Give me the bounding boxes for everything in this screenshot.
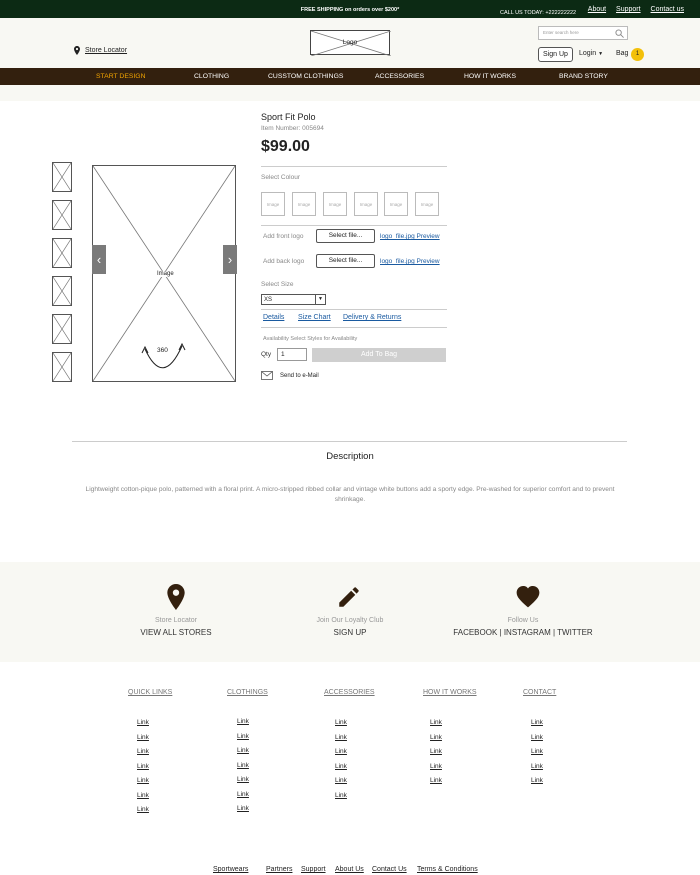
heart-icon bbox=[515, 584, 541, 608]
select-front-logo-file-button[interactable]: Select file... bbox=[316, 229, 375, 243]
search-input[interactable] bbox=[538, 26, 628, 40]
mail-icon[interactable] bbox=[261, 371, 273, 380]
store-locator-link[interactable] bbox=[74, 46, 127, 55]
thumbnail-image[interactable] bbox=[52, 162, 72, 192]
map-pin-icon bbox=[74, 46, 80, 55]
promo-band bbox=[0, 562, 700, 662]
footer-link[interactable]: Link bbox=[335, 763, 347, 770]
promo-title: FACEBOOK | INSTAGRAM | TWITTER bbox=[453, 628, 593, 637]
support-link[interactable]: Support bbox=[616, 6, 641, 13]
promo-subtitle: Follow Us bbox=[507, 617, 539, 624]
footer-link[interactable]: Link bbox=[531, 719, 543, 726]
colour-swatch[interactable]: Image bbox=[261, 192, 285, 216]
footer-link[interactable]: Link bbox=[237, 805, 249, 812]
free-shipping-text: FREE SHIPPING on orders over $200* bbox=[300, 7, 400, 13]
pencil-icon bbox=[336, 584, 362, 610]
promo-subtitle: Join Our Loyalty Club bbox=[316, 617, 384, 624]
footer-link[interactable]: Link bbox=[531, 748, 543, 755]
footer-bottom-contact-us[interactable]: Contact Us bbox=[372, 866, 407, 873]
promo-title: VIEW ALL STORES bbox=[140, 628, 212, 637]
divider bbox=[261, 309, 447, 310]
logo[interactable] bbox=[310, 30, 390, 55]
select-colour-label: Select Colour bbox=[261, 174, 301, 181]
back-logo-preview-link[interactable]: logo_file.jpg Preview bbox=[380, 258, 440, 265]
footer-link[interactable]: Link bbox=[430, 777, 442, 784]
footer-link[interactable]: Link bbox=[237, 747, 249, 754]
about-link[interactable]: About bbox=[587, 6, 607, 13]
thumbnail-image[interactable] bbox=[52, 314, 72, 344]
nav-how-it-works[interactable]: HOW IT WORKS bbox=[464, 73, 516, 80]
map-pin-icon bbox=[166, 584, 186, 610]
tab-details[interactable]: Details bbox=[263, 314, 285, 321]
description-title: Description bbox=[326, 451, 374, 462]
nav-brand-story[interactable]: BRAND STORY bbox=[559, 73, 608, 80]
footer-link[interactable]: Link bbox=[430, 763, 442, 770]
tab-delivery-returns[interactable]: Delivery & Returns bbox=[343, 314, 402, 321]
select-size-label: Select Size bbox=[261, 281, 294, 288]
footer-link[interactable]: Link bbox=[137, 763, 149, 770]
store-locator-promo[interactable] bbox=[76, 562, 276, 662]
footer-link[interactable]: Link bbox=[335, 792, 347, 799]
footer-heading-how-it-works[interactable]: HOW IT WORKS bbox=[423, 689, 477, 696]
login-label: Login bbox=[579, 50, 597, 57]
nav-custom-clothings[interactable]: CUSSTOM CLOTHINGS bbox=[268, 73, 344, 80]
footer-link[interactable]: Link bbox=[531, 734, 543, 741]
nav-spacer-strip bbox=[0, 85, 700, 101]
footer-bottom-support[interactable]: Support bbox=[301, 866, 326, 873]
thumbnail-image[interactable] bbox=[52, 352, 72, 382]
footer-link[interactable]: Link bbox=[430, 748, 442, 755]
main-navigation bbox=[0, 68, 700, 85]
footer-link[interactable]: Link bbox=[335, 748, 347, 755]
footer-link[interactable]: Link bbox=[137, 719, 149, 726]
login-dropdown[interactable] bbox=[579, 50, 603, 57]
footer-link[interactable]: Link bbox=[430, 734, 442, 741]
colour-swatch[interactable]: Image bbox=[384, 192, 408, 216]
colour-swatch[interactable]: Image bbox=[323, 192, 347, 216]
footer-heading-accessories[interactable]: ACCESSORIES bbox=[324, 689, 375, 696]
footer-link[interactable]: Link bbox=[237, 776, 249, 783]
site-header bbox=[0, 18, 700, 68]
size-value: XS bbox=[264, 297, 273, 303]
divider bbox=[261, 225, 447, 226]
divider bbox=[72, 441, 627, 442]
sign-up-button[interactable]: Sign Up bbox=[538, 47, 573, 62]
footer-link[interactable]: Link bbox=[531, 777, 543, 784]
footer-link[interactable]: Link bbox=[237, 733, 249, 740]
footer-bottom-terms[interactable]: Terms & Conditions bbox=[417, 866, 478, 873]
search-placeholder: Enter search here bbox=[543, 30, 579, 35]
nav-clothing[interactable]: CLOTHING bbox=[194, 73, 230, 80]
logo-text: Logo bbox=[342, 39, 358, 46]
footer-link[interactable]: Link bbox=[137, 734, 149, 741]
footer-heading-quick-links[interactable]: QUICK LINKS bbox=[128, 689, 173, 696]
front-logo-preview-link[interactable]: logo_file.jpg Preview bbox=[380, 233, 440, 240]
footer-bottom-sportwears[interactable]: Sportwears bbox=[213, 866, 249, 873]
divider bbox=[261, 327, 447, 328]
footer-heading-clothings[interactable]: CLOTHINGS bbox=[227, 689, 268, 696]
chevron-right-icon[interactable]: › bbox=[223, 245, 237, 274]
nav-start-design[interactable]: START DESIGN bbox=[96, 73, 146, 80]
colour-swatch[interactable]: Image bbox=[292, 192, 316, 216]
chevron-down-icon: ▼ bbox=[598, 51, 604, 57]
footer-link[interactable]: Link bbox=[430, 719, 442, 726]
product-name: Sport Fit Polo bbox=[261, 112, 316, 122]
item-number: Item Number: 005694 bbox=[261, 125, 324, 132]
footer-heading-contact[interactable]: CONTACT bbox=[523, 689, 557, 696]
footer-bottom-about-us[interactable]: About Us bbox=[335, 866, 364, 873]
add-back-logo-label: Add back logo bbox=[263, 258, 305, 265]
add-to-bag-button[interactable]: Add To Bag bbox=[312, 348, 446, 362]
availability-text: Availability Select Styles for Availability bbox=[263, 336, 358, 342]
footer-link[interactable]: Link bbox=[137, 748, 149, 755]
call-us-text: CALL US TODAY: +222222222 bbox=[500, 10, 577, 16]
promo-subtitle: Store Locator bbox=[154, 617, 198, 624]
footer-bottom-partners[interactable]: Partners bbox=[266, 866, 293, 873]
chevron-down-icon: ▼ bbox=[315, 295, 325, 304]
add-front-logo-label: Add front logo bbox=[263, 233, 304, 240]
thumbnail-image[interactable] bbox=[52, 200, 72, 230]
description-text: Lightweight cotton-pique polo, patterned with a floral print. A micro-stripped ribbed collar and vintage white buttons add a sporty edge. Pre-washed for superior comfort and to prevent shrinkage. bbox=[85, 486, 615, 503]
footer-link[interactable]: Link bbox=[137, 777, 149, 784]
qty-label: Qty bbox=[261, 351, 272, 358]
rotate-360-label[interactable]: 360 bbox=[157, 347, 168, 354]
promo-title: SIGN UP bbox=[333, 628, 367, 637]
bag-label[interactable]: Bag bbox=[616, 50, 629, 57]
footer-link[interactable]: Link bbox=[137, 792, 149, 799]
footer-link[interactable]: Link bbox=[237, 762, 249, 769]
top-links bbox=[580, 6, 684, 13]
quantity-input[interactable]: 1 bbox=[277, 348, 307, 361]
size-select[interactable] bbox=[261, 294, 326, 305]
colour-swatch[interactable]: Image bbox=[415, 192, 439, 216]
loyalty-club-promo[interactable] bbox=[250, 562, 450, 662]
footer-link[interactable]: Link bbox=[531, 763, 543, 770]
search-icon[interactable] bbox=[615, 29, 624, 38]
follow-us-promo[interactable] bbox=[423, 562, 623, 662]
select-back-logo-file-button[interactable]: Select file... bbox=[316, 254, 375, 268]
chevron-left-icon[interactable]: ‹ bbox=[92, 245, 106, 274]
footer-link[interactable]: Link bbox=[335, 777, 347, 784]
colour-swatch[interactable]: Image bbox=[354, 192, 378, 216]
image-label: Image bbox=[157, 271, 174, 277]
send-to-email-link[interactable]: Send to e-Mail bbox=[280, 373, 319, 379]
store-locator-label: Store Locator bbox=[85, 47, 128, 54]
footer-link[interactable]: Link bbox=[335, 719, 347, 726]
footer-link[interactable]: Link bbox=[137, 806, 149, 813]
thumbnail-image[interactable] bbox=[52, 276, 72, 306]
footer-link[interactable]: Link bbox=[237, 718, 249, 725]
product-price: $99.00 bbox=[261, 138, 310, 155]
thumbnail-image[interactable] bbox=[52, 238, 72, 268]
footer-link[interactable]: Link bbox=[237, 791, 249, 798]
divider bbox=[261, 166, 447, 167]
footer-link[interactable]: Link bbox=[335, 734, 347, 741]
bag-count-badge[interactable]: 1 bbox=[631, 48, 644, 61]
tab-size-chart[interactable]: Size Chart bbox=[298, 314, 331, 321]
nav-accessories[interactable]: ACCESSORIES bbox=[375, 73, 425, 80]
contact-us-link[interactable]: Contact us bbox=[650, 6, 684, 13]
top-announcement-bar bbox=[0, 0, 700, 18]
